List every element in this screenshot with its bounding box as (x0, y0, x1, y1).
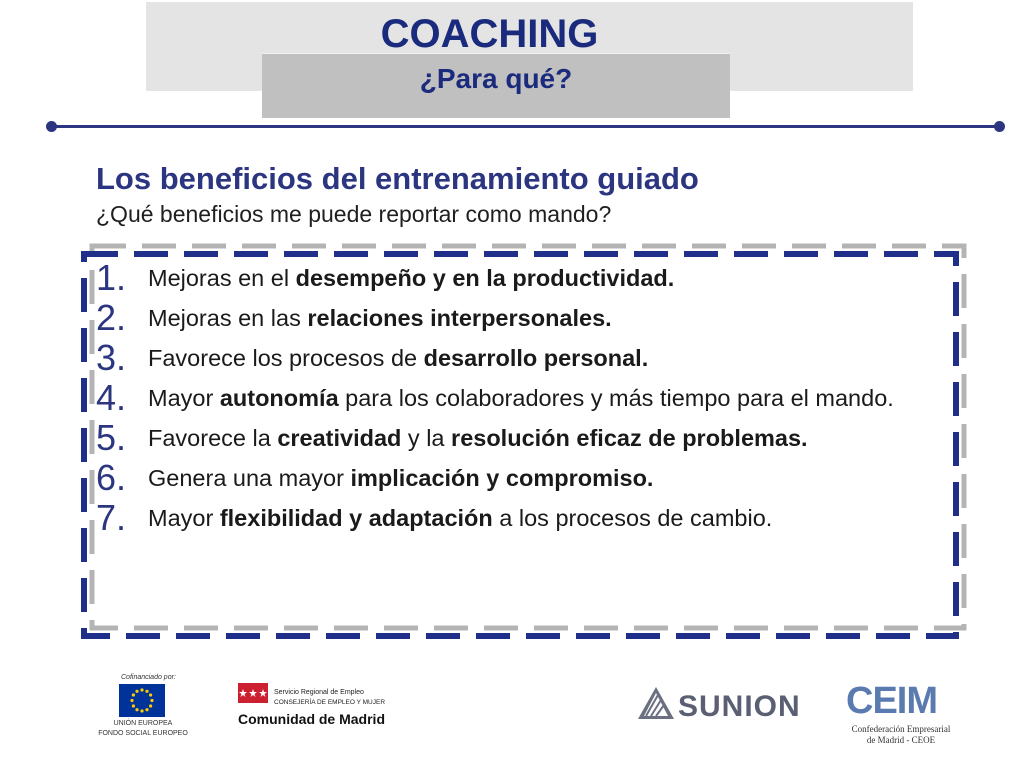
benefit-text-bold: desarrollo personal. (423, 345, 649, 371)
benefit-text-part: Mayor (148, 385, 220, 411)
benefit-item (96, 258, 966, 298)
sunion-wordmark: SUNION (678, 690, 801, 723)
eu-cofinanced-label: Cofinanciado por: (121, 674, 176, 681)
benefit-text-bold: autonomía (219, 385, 339, 411)
benefit-text-bold: desempeño y en la productividad. (295, 265, 675, 291)
benefit-number: 1. (96, 257, 127, 298)
benefit-text-part: Favorece la (148, 425, 278, 451)
benefit-text-part: Mejoras en el (148, 265, 296, 291)
benefit-item (96, 498, 966, 538)
eu-logo (98, 674, 188, 740)
benefit-text (148, 378, 966, 418)
sunion-logo (636, 683, 812, 723)
benefit-text-part: Mayor (148, 505, 220, 531)
benefit-number: 5. (96, 417, 127, 458)
benefit-item (96, 418, 966, 458)
benefit-text-bold: creatividad (277, 425, 402, 451)
benefit-text (148, 458, 966, 498)
benefit-text-part: Favorece los procesos de (148, 345, 424, 371)
benefit-number: 7. (96, 497, 127, 538)
ceim-logo (846, 680, 956, 750)
ceim-wordmark: CEIM (846, 680, 937, 722)
benefit-item (96, 298, 966, 338)
benefit-text-part: a los procesos de cambio. (492, 505, 773, 531)
benefit-text (148, 258, 966, 298)
benefit-item (96, 338, 966, 378)
eu-stars-icon (119, 684, 165, 717)
benefit-text-bold: relaciones interpersonales. (307, 305, 612, 331)
benefit-text (148, 338, 966, 378)
ceim-line1: Confederación Empresarial (851, 724, 951, 734)
benefit-number: 4. (96, 377, 127, 418)
benefit-text-bold: flexibilidad y adaptación (219, 505, 493, 531)
madrid-name-label: Comunidad de Madrid (238, 711, 385, 727)
madrid-service-label: Servicio Regional de Empleo (274, 689, 364, 696)
madrid-flag-icon (238, 683, 268, 703)
benefit-item (96, 458, 966, 498)
section-title: Los beneficios del entrenamiento guiado (96, 161, 699, 196)
benefit-item (96, 378, 966, 418)
madrid-stars-icon (238, 683, 268, 703)
benefit-number: 6. (96, 457, 127, 498)
eu-label-fund: FONDO SOCIAL EUROPEO (98, 730, 188, 737)
benefits-list (96, 258, 966, 538)
benefit-text (148, 418, 966, 458)
comunidad-madrid-logo (238, 683, 438, 733)
section-subtitle: ¿Qué beneficios me puede reportar como mando? (96, 201, 612, 227)
benefit-text-bold: implicación y compromiso. (350, 465, 654, 491)
benefit-number: 2. (96, 297, 127, 338)
benefit-text-part: para los colaboradores y más tiempo para el mando. (338, 385, 894, 411)
sunion-pyramid-icon (636, 683, 676, 723)
benefit-number: 3. (96, 337, 127, 378)
ceim-line2: de Madrid - CEOE (866, 735, 936, 745)
benefit-text (148, 298, 966, 338)
eu-label-union: UNIÓN EUROPEA (113, 720, 173, 727)
benefit-text-part: Genera una mayor (148, 465, 351, 491)
slide-title: COACHING (380, 12, 599, 56)
benefit-text-part: y la (401, 425, 452, 451)
madrid-department-label: CONSEJERÍA DE EMPLEO Y MUJER (274, 699, 386, 706)
slide-subtitle: ¿Para qué? (419, 63, 573, 94)
benefit-text-bold: resolución eficaz de problemas. (451, 425, 808, 451)
benefit-text (148, 498, 966, 538)
eu-flag-icon (119, 684, 165, 717)
benefit-text-part: Mejoras en las (148, 305, 308, 331)
